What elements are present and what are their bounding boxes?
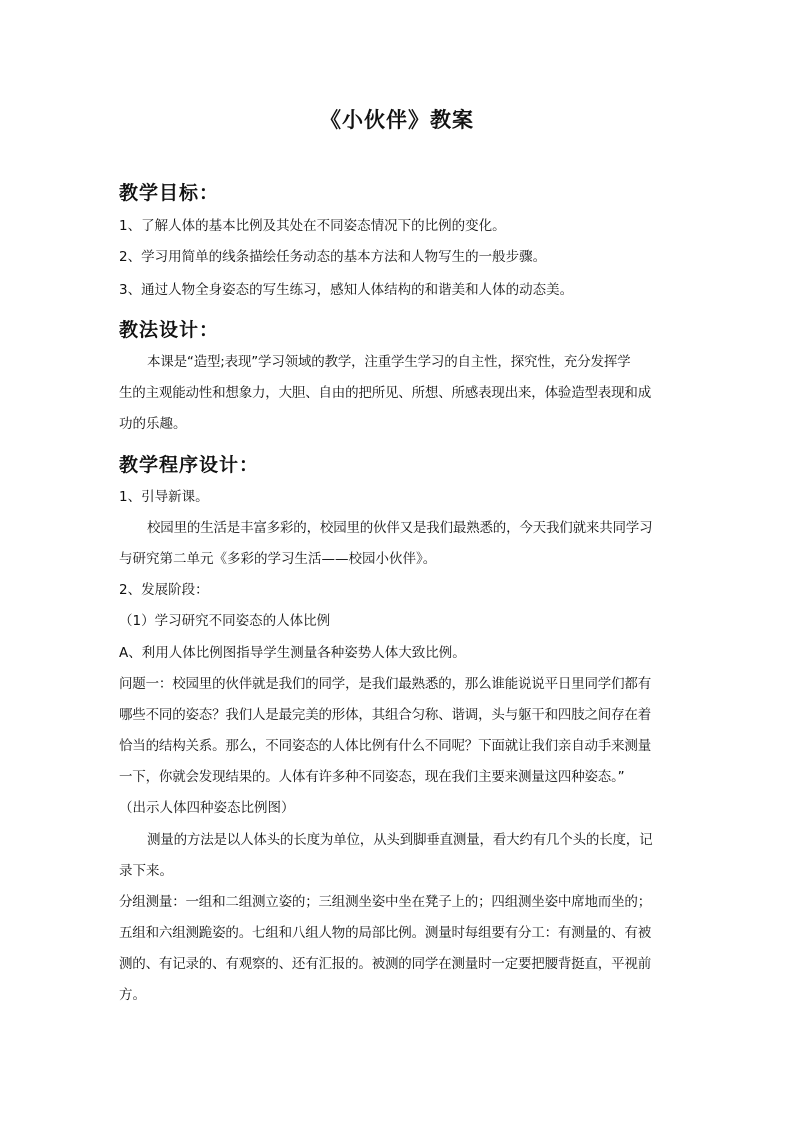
- paragraph-line: 哪些不同的姿态？我们人是最完美的形体，其组合匀称、谐调，头与躯干和四肢之间存在着: [119, 707, 651, 723]
- paragraph-line: 五组和六组测跪姿的。七组和八组人物的局部比例。测量时每组要有分工：有测量的、有被: [119, 925, 651, 941]
- paragraph-line: 测的、有记录的、有观察的、还有汇报的。被测的同学在测量时一定要把腰背挺直，平视前: [119, 956, 651, 972]
- goal-item: 2、学习用简单的线条描绘任务动态的基本方法和人物写生的一般步骤。: [119, 249, 547, 265]
- section-heading-method: 教法设计：: [119, 319, 220, 341]
- paragraph-line: 生的主观能动性和想象力，大胆、自由的把所见、所想、所感表现出来，体验造型表现和成: [119, 385, 651, 401]
- section-heading-goals: 教学目标：: [119, 182, 220, 204]
- section-heading-procedure: 教学程序设计：: [119, 454, 260, 476]
- paragraph-line: 与研究第二单元《多彩的学习生活——校园小伙伴》。: [119, 551, 437, 567]
- paragraph-line: 测量的方法是以人体头的长度为单位，从头到脚垂直测量，看大约有几个头的长度，记: [147, 832, 653, 848]
- paragraph-line: 恰当的结构关系。那么，不同姿态的人体比例有什么不同呢？下面就让我们亲自动手来测量: [119, 738, 651, 754]
- goal-item: 3、通过人物全身姿态的写生练习，感知人体结构的和谐美和人体的动态美。: [119, 282, 574, 298]
- paragraph-line: 本课是“造型;表现”学习领域的教学，注重学生学习的自主性，探究性，充分发挥学: [147, 354, 631, 370]
- paragraph-line: 录下来。: [119, 863, 173, 879]
- document-title: 《小伙伴》教案: [320, 107, 474, 132]
- paragraph-line: 2、发展阶段：: [119, 582, 209, 598]
- goal-item: 1、了解人体的基本比例及其处在不同姿态情况下的比例的变化。: [119, 218, 506, 234]
- paragraph-line: 分组测量：一组和二组测立姿的；三组测坐姿中坐在凳子上的；四组测坐姿中席地而坐的；: [119, 894, 651, 910]
- paragraph-line: 一下，你就会发现结果的。人体有许多种不同姿态，现在我们主要来测量这四种姿态。”: [119, 769, 625, 785]
- paragraph-line: 问题一：校园里的伙伴就是我们的同学，是我们最熟悉的，那么谁能说说平日里同学们都有: [119, 676, 651, 692]
- paragraph-line: 方。: [119, 987, 146, 1003]
- paragraph-line: 校园里的生活是丰富多彩的，校园里的伙伴又是我们最熟悉的，今天我们就来共同学习: [147, 520, 653, 536]
- paragraph-line: 功的乐趣。: [119, 416, 187, 432]
- paragraph-line: （出示人体四种姿态比例图）: [119, 800, 295, 816]
- paragraph-line: 1、引导新课。: [119, 489, 209, 505]
- paragraph-line: A、利用人体比例图指导学生测量各种姿势人体大致比例。: [119, 645, 466, 661]
- paragraph-line: （1）学习研究不同姿态的人体比例: [119, 613, 331, 629]
